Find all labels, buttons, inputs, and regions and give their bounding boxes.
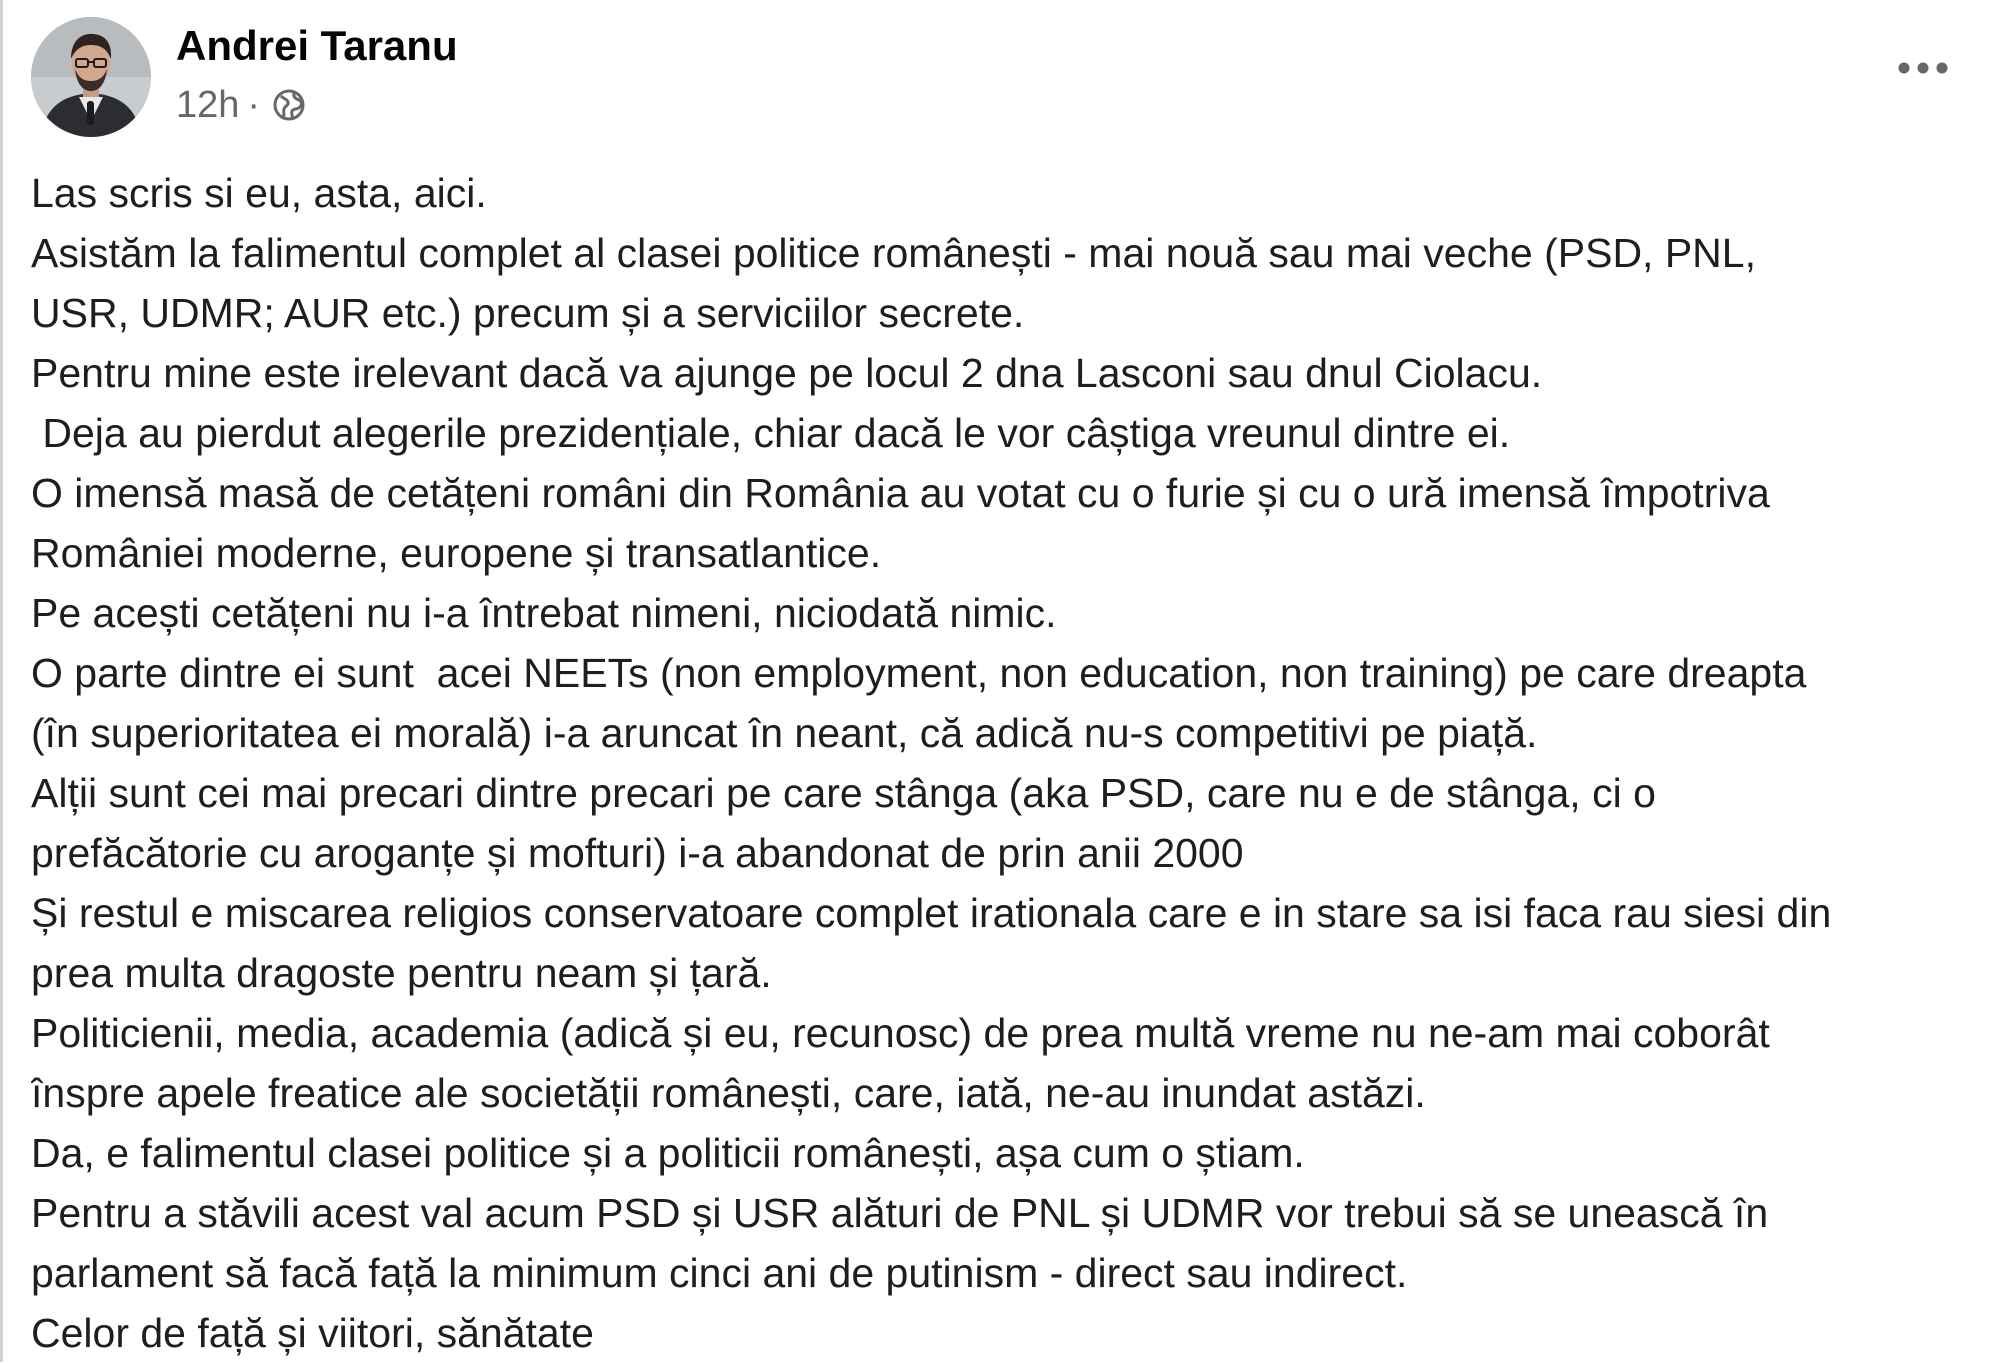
post-text-line: O parte dintre ei sunt acei NEETs (non employment, non education, non training) pe care dreapta bbox=[31, 650, 1807, 696]
post-text-line: Pentru a stăvili acest val acum PSD și USR alături de PNL și UDMR vor trebui să se unească în bbox=[31, 1190, 1769, 1236]
more-options-icon bbox=[1897, 61, 1949, 75]
post-text-line: Deja au pierdut alegerile prezidențiale, chiar dacă le vor câștiga vreunul dintre ei. bbox=[31, 410, 1511, 456]
post-text-line: înspre apele freatice ale societății românești, care, iată, ne-au inundat astăzi. bbox=[31, 1070, 1426, 1116]
post-text-line: României moderne, europene și transatlantice. bbox=[31, 530, 882, 576]
post-text-line: prea multa dragoste pentru neam și țară. bbox=[31, 950, 772, 996]
post-text-line: Alții sunt cei mai precari dintre precari pe care stânga (aka PSD, care nu e de stânga, ci o bbox=[31, 770, 1656, 816]
meta-separator: · bbox=[247, 83, 261, 126]
post-text-line: Pentru mine este irelevant dacă va ajunge pe locul 2 dna Lasconi sau dnul Ciolacu. bbox=[31, 350, 1543, 396]
author-name[interactable]: Andrei Taranu bbox=[176, 22, 458, 69]
globe-icon[interactable] bbox=[272, 88, 306, 122]
post-text-line: prefăcătorie cu aroganțe și mofturi) i-a abandonat de prin anii 2000 bbox=[31, 830, 1244, 876]
avatar[interactable] bbox=[31, 17, 151, 137]
post-text-line: Și restul e miscarea religios conservatoare complet irationala care e in stare sa isi faca rau siesi din bbox=[31, 890, 1832, 936]
post-text-line: Politicienii, media, academia (adică și eu, recunosc) de prea multă vreme nu ne-am mai coborât bbox=[31, 1010, 1770, 1056]
post-text bbox=[31, 163, 1971, 1363]
post-text-line: Asistăm la falimentul complet al clasei politice românești - mai nouă sau mai veche (PSD, PNL, bbox=[31, 230, 1756, 276]
post-text-line: parlament să facă față la minimum cinci ani de putinism - direct sau indirect. bbox=[31, 1250, 1408, 1296]
post-text-line: Celor de față și viitori, sănătate bbox=[31, 1310, 594, 1356]
post-text-line: Da, e falimentul clasei politice și a politicii românești, așa cum o știam. bbox=[31, 1130, 1305, 1176]
post-text-line: O imensă masă de cetățeni români din România au votat cu o furie și cu o ură imensă împotriva bbox=[31, 470, 1770, 516]
post-text-line: Pe acești cetățeni nu i-a întrebat nimeni, niciodată nimic. bbox=[31, 590, 1057, 636]
post-timestamp[interactable]: 12h bbox=[176, 83, 240, 126]
post-text-line: Las scris si eu, asta, aici. bbox=[31, 170, 487, 216]
profile-photo bbox=[31, 17, 151, 137]
post-text-line: USR, UDMR; AUR etc.) precum și a serviciilor secrete. bbox=[31, 290, 1025, 336]
more-options-button[interactable] bbox=[1893, 48, 1953, 88]
post-meta bbox=[176, 80, 306, 130]
post-text-line: (în superioritatea ei morală) i-a aruncat în neant, că adică nu-s competitivi pe piață. bbox=[31, 710, 1538, 756]
